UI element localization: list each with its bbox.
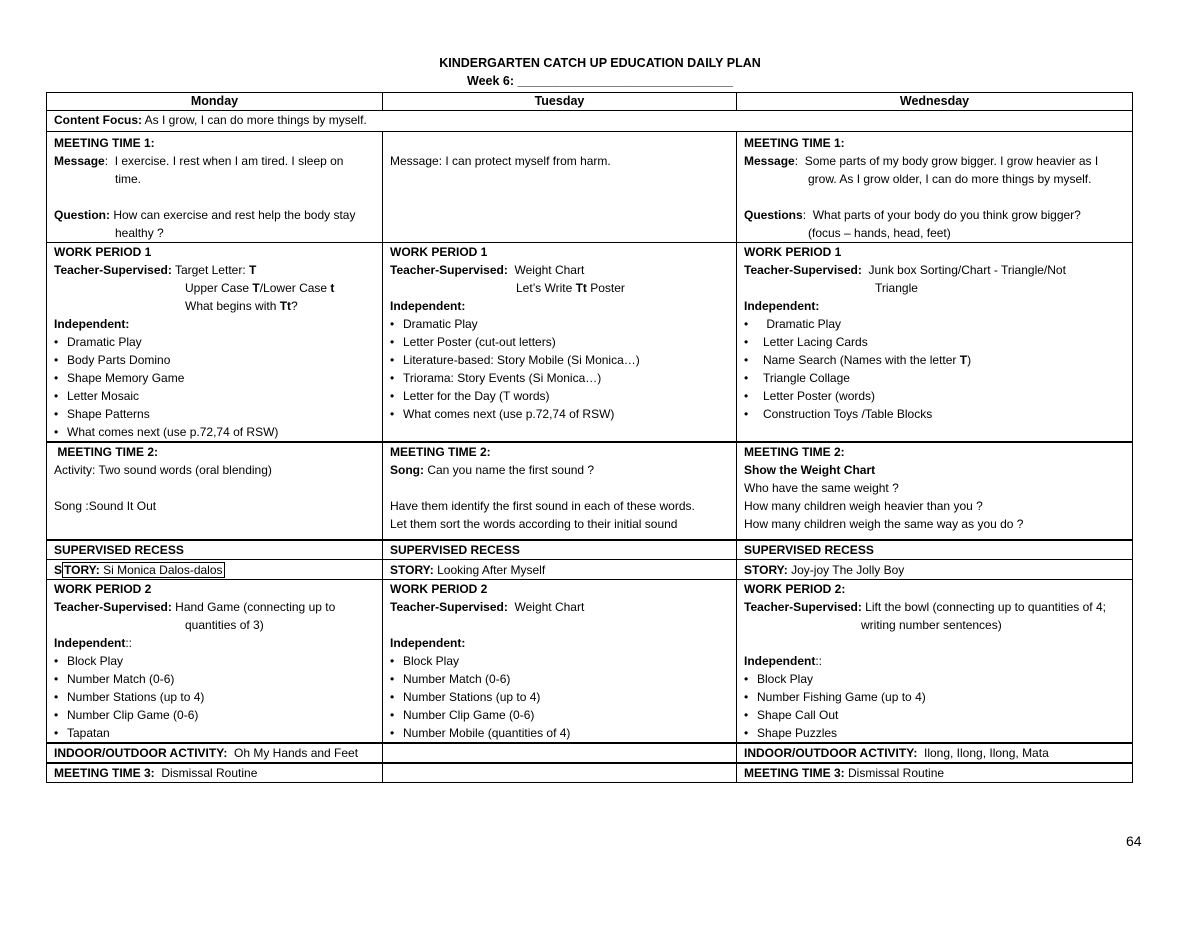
- work-period-2-row: [47, 580, 1133, 744]
- list-item: • Dramatic Play: [744, 315, 1125, 333]
- begins-qmark: ?: [291, 299, 298, 313]
- recess-wednesday: SUPERVISED RECESS: [737, 540, 1133, 560]
- junk-box-text: Junk box Sorting/Chart - Triangle/Not: [861, 263, 1066, 277]
- name-search-end: ): [967, 353, 972, 367]
- week-line: Week 6: _______________________________: [467, 74, 733, 88]
- list-item: • Letter Poster (cut-out letters): [390, 333, 729, 351]
- list-item: • Tapatan: [54, 724, 375, 742]
- song-label: Song:: [390, 463, 424, 477]
- begins-letters: Tt: [279, 299, 292, 313]
- list-item: • Number Stations (up to 4): [54, 688, 375, 706]
- song-text: Song :Sound It Out: [54, 499, 157, 513]
- page-number: 64: [1126, 833, 1142, 849]
- message-text: : I exercise. I rest when I am tired. I sleep on: [104, 154, 344, 168]
- list-item: • Triorama: Story Events (Si Monica…): [390, 369, 729, 387]
- meeting-2-wednesday: [737, 442, 1133, 540]
- message-text-cont: time.: [115, 172, 142, 186]
- name-search-letter: T: [959, 353, 968, 367]
- begins-text: What begins with: [185, 299, 280, 313]
- meeting-2-monday: [47, 442, 383, 540]
- list-item: • Letter Mosaic: [54, 387, 375, 405]
- story-label: TORY:: [64, 563, 100, 577]
- column-wednesday: Wednesday: [737, 93, 1133, 111]
- header-row: [47, 93, 1133, 111]
- list-item: • Body Parts Domino: [54, 351, 375, 369]
- target-letter-text: Target Letter:: [171, 263, 249, 277]
- work-1-wednesday: [737, 243, 1133, 443]
- independent-list: [390, 652, 729, 742]
- work-period-label: WORK PERIOD 1: [744, 245, 842, 259]
- list-item: • Number Mobile (quantities of 4): [390, 724, 729, 742]
- story-label: STORY:: [390, 563, 434, 577]
- story-wednesday: [737, 560, 1133, 580]
- story-title: Joy-joy The Jolly Boy: [787, 563, 905, 577]
- meeting-1-label: MEETING TIME 1:: [54, 136, 155, 150]
- recess-monday: SUPERVISED RECESS: [47, 540, 383, 560]
- list-item: • Dramatic Play: [54, 333, 375, 351]
- list-item: • Number Stations (up to 4): [390, 688, 729, 706]
- list-item: • What comes next (use p.72,74 of RSW): [54, 423, 375, 441]
- list-item: • Literature-based: Story Mobile (Si Monica…): [390, 351, 729, 369]
- list-item: • Block Play: [390, 652, 729, 670]
- list-item: [744, 351, 1125, 369]
- target-letter: T: [248, 263, 257, 277]
- list-item: • Letter Lacing Cards: [744, 333, 1125, 351]
- list-item: • Number Clip Game (0-6): [390, 706, 729, 724]
- meeting-1-label: MEETING TIME 1:: [744, 136, 845, 150]
- teacher-supervised-label: Teacher-Supervised:: [54, 600, 172, 614]
- column-tuesday: Tuesday: [383, 93, 737, 111]
- activity-text: Activity: Two sound words (oral blending): [54, 463, 272, 477]
- work-2-wednesday: [737, 580, 1133, 744]
- question-label: Question:: [54, 208, 110, 222]
- recess-row: [47, 540, 1133, 560]
- independent-list: [744, 670, 1125, 742]
- lift-bowl-text: Lift the bowl (connecting up to quantities of 4;: [861, 600, 1106, 614]
- lift-bowl-text-cont: writing number sentences): [861, 618, 1002, 632]
- work-1-tuesday: [383, 243, 737, 443]
- list-item: • Number Match (0-6): [390, 670, 729, 688]
- independent-label: Independent:: [744, 299, 820, 313]
- dismissal-text: Dismissal Routine: [844, 766, 945, 780]
- content-focus-text: As I grow, I can do more things by myself.: [142, 113, 367, 127]
- question-text-cont: healthy ?: [115, 226, 164, 240]
- meeting-time-2-row: [47, 442, 1133, 540]
- weight-chart-text: Weight Chart: [507, 263, 585, 277]
- story-label: STORY:: [744, 563, 788, 577]
- meeting-3-label: MEETING TIME 3:: [744, 766, 845, 780]
- indoor-wednesday: [737, 743, 1133, 763]
- write-letters: Tt: [575, 281, 587, 295]
- list-item: • Number Match (0-6): [54, 670, 375, 688]
- work-period-1-row: [47, 243, 1133, 443]
- indoor-label: INDOOR/OUTDOOR ACTIVITY:: [744, 746, 918, 760]
- list-item: • Letter for the Day (T words): [390, 387, 729, 405]
- independent-colon: ::: [815, 654, 823, 668]
- independent-label: Independent:: [390, 636, 466, 650]
- independent-label: Independent: [744, 654, 816, 668]
- dismissal-text: Dismissal Routine: [154, 766, 258, 780]
- list-item: • Block Play: [744, 670, 1125, 688]
- indoor-tuesday: [383, 743, 737, 763]
- weight-chart-text: Weight Chart: [507, 600, 585, 614]
- story-label-s: S: [54, 563, 63, 577]
- story-title: Looking After Myself: [433, 563, 546, 577]
- poster-text: Poster: [586, 281, 625, 295]
- list-item: • Number Clip Game (0-6): [54, 706, 375, 724]
- recess-tuesday: SUPERVISED RECESS: [383, 540, 737, 560]
- teacher-supervised-label: Teacher-Supervised:: [744, 263, 862, 277]
- list-item: • What comes next (use p.72,74 of RSW): [390, 405, 729, 423]
- teacher-supervised-label: Teacher-Supervised:: [744, 600, 862, 614]
- case-text-2: /Lower Case: [259, 281, 331, 295]
- meeting-3-tuesday: [383, 763, 737, 783]
- meeting-3-wednesday: [737, 763, 1133, 783]
- meeting-time-1-row: [47, 132, 1133, 243]
- indoor-outdoor-row: [47, 743, 1133, 763]
- story-box: [62, 562, 225, 578]
- message-text-cont: grow. As I grow older, I can do more things by myself.: [808, 172, 1092, 186]
- indoor-text: Oh My Hands and Feet: [227, 746, 359, 760]
- content-focus-label: Content Focus:: [54, 113, 142, 127]
- meeting-2-tuesday: [383, 442, 737, 540]
- begins-line: [54, 297, 375, 315]
- message-label: Message: [54, 154, 105, 168]
- question-text: How many children weigh heavier than you ?: [744, 499, 983, 513]
- question-text: How many children weigh the same way as you do ?: [744, 517, 1024, 531]
- work-1-monday: [47, 243, 383, 443]
- meeting-3-label: MEETING TIME 3:: [54, 766, 155, 780]
- independent-list: [744, 315, 1125, 423]
- independent-list: [54, 652, 375, 742]
- meeting-2-label: MEETING TIME 2:: [744, 445, 845, 459]
- hand-game-text: Hand Game (connecting up to: [171, 600, 336, 614]
- independent-label: Independent: [54, 636, 126, 650]
- indoor-label: INDOOR/OUTDOOR ACTIVITY:: [54, 746, 228, 760]
- questions-label: Questions: [744, 208, 803, 222]
- indoor-monday: [47, 743, 383, 763]
- meeting-1-tuesday: [383, 132, 737, 243]
- list-item: • Shape Memory Game: [54, 369, 375, 387]
- song-text: Can you name the first sound ?: [424, 463, 595, 477]
- work-2-tuesday: [383, 580, 737, 744]
- page-title: KINDERGARTEN CATCH UP EDUCATION DAILY PLAN: [439, 56, 761, 70]
- list-item: • Number Fishing Game (up to 4): [744, 688, 1125, 706]
- independent-colon: ::: [125, 636, 133, 650]
- work-period-label: WORK PERIOD 1: [54, 245, 152, 259]
- story-row: [47, 560, 1133, 580]
- list-item: • Dramatic Play: [390, 315, 729, 333]
- story-title: Si Monica Dalos-dalos: [99, 563, 223, 577]
- list-item: • Shape Patterns: [54, 405, 375, 423]
- column-monday: Monday: [47, 93, 383, 111]
- case-line: [54, 279, 375, 297]
- meeting-2-label: MEETING TIME 2:: [54, 445, 159, 459]
- meeting-3-monday: [47, 763, 383, 783]
- name-search-text: Name Search (Names with the letter: [763, 353, 960, 367]
- list-item: • Construction Toys /Table Blocks: [744, 405, 1125, 423]
- work-period-label: WORK PERIOD 2: [54, 582, 152, 596]
- list-item: • Letter Poster (words): [744, 387, 1125, 405]
- instruction-text: Have them identify the first sound in each of these words.: [390, 499, 695, 513]
- work-period-label: WORK PERIOD 2: [390, 582, 488, 596]
- independent-list: [390, 315, 729, 423]
- independent-label: Independent:: [54, 317, 130, 331]
- instruction-text: Let them sort the words according to their initial sound: [390, 517, 678, 531]
- meeting-1-monday: [47, 132, 383, 243]
- write-text: Let’s Write: [516, 281, 576, 295]
- meeting-time-3-row: [47, 763, 1133, 783]
- list-item: • Shape Call Out: [744, 706, 1125, 724]
- teacher-supervised-label: Teacher-Supervised:: [54, 263, 172, 277]
- weight-chart-heading: Show the Weight Chart: [744, 463, 876, 477]
- teacher-supervised-label: Teacher-Supervised:: [390, 600, 508, 614]
- work-period-label: WORK PERIOD 1: [390, 245, 488, 259]
- questions-text-cont: (focus – hands, head, feet): [808, 226, 951, 240]
- case-text: Upper Case: [185, 281, 253, 295]
- teacher-supervised-label: Teacher-Supervised:: [390, 263, 508, 277]
- message-text: : Some parts of my body grow bigger. I grow heavier as I: [794, 154, 1099, 168]
- list-item: • Shape Puzzles: [744, 724, 1125, 742]
- meeting-1-wednesday: [737, 132, 1133, 243]
- upper-letter: T: [252, 281, 260, 295]
- tuesday-message: Message: I can protect myself from harm.: [390, 154, 611, 168]
- list-item: • Block Play: [54, 652, 375, 670]
- hand-game-text-cont: quantities of 3): [185, 618, 264, 632]
- junk-box-text-cont: Triangle: [875, 281, 918, 295]
- questions-text: : What parts of your body do you think grow bigger?: [802, 208, 1081, 222]
- work-2-monday: [47, 580, 383, 744]
- story-tuesday: [383, 560, 737, 580]
- content-focus-row: [47, 111, 1133, 132]
- question-text: How can exercise and rest help the body stay: [110, 208, 356, 222]
- daily-plan-table: [46, 92, 1133, 783]
- independent-list: [54, 333, 375, 441]
- content-focus-cell: [47, 111, 1133, 132]
- question-text: Who have the same weight ?: [744, 481, 899, 495]
- message-label: Message: [744, 154, 795, 168]
- independent-label: Independent:: [390, 299, 466, 313]
- story-monday: [47, 560, 383, 580]
- work-period-label: WORK PERIOD 2:: [744, 582, 846, 596]
- indoor-text: Ilong, Ilong, Ilong, Mata: [917, 746, 1049, 760]
- meeting-2-label: MEETING TIME 2:: [390, 445, 491, 459]
- list-item: • Triangle Collage: [744, 369, 1125, 387]
- lower-letter: t: [330, 281, 335, 295]
- write-poster-line: [390, 279, 729, 297]
